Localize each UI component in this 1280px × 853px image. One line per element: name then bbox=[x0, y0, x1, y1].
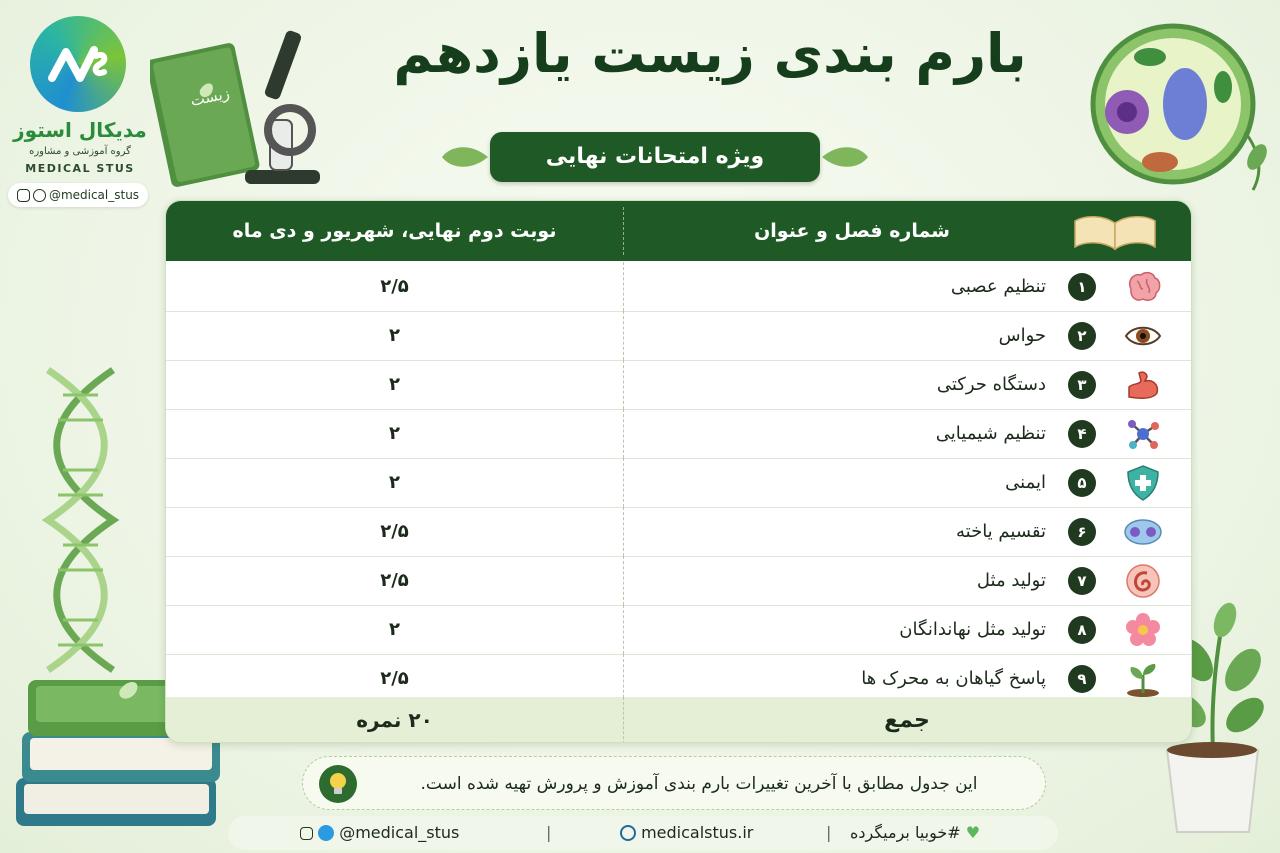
telegram-icon bbox=[318, 825, 334, 841]
chapter-number: ۹ bbox=[1068, 665, 1096, 693]
chapter-number: ۵ bbox=[1068, 469, 1096, 497]
molecule-icon bbox=[1123, 414, 1163, 454]
column-header-chapter: شماره فصل و عنوان bbox=[754, 220, 950, 242]
social-handle: @medical_stus bbox=[48, 188, 140, 202]
page-title: بارم بندی زیست یازدهم bbox=[393, 22, 1027, 85]
open-book-icon bbox=[1071, 213, 1159, 253]
chapter-number: ۲ bbox=[1068, 322, 1096, 350]
website-text: medicalstus.ir bbox=[641, 823, 754, 842]
score-value: ۲/۵ bbox=[380, 668, 409, 689]
footer-website[interactable] bbox=[620, 816, 753, 850]
lightbulb-icon bbox=[319, 765, 357, 803]
flower-icon bbox=[1123, 610, 1163, 650]
score-value: ۲/۵ bbox=[380, 521, 409, 542]
score-value: ۲ bbox=[389, 325, 400, 346]
shield-icon bbox=[1123, 463, 1163, 503]
brand-name-en: MEDICAL STUS bbox=[25, 162, 135, 175]
table-header bbox=[166, 201, 1191, 261]
brand-subtitle: گروه آموزشی و مشاوره bbox=[29, 146, 131, 157]
embryo-icon bbox=[1123, 561, 1163, 601]
score-value: ۲ bbox=[389, 472, 400, 493]
table-row bbox=[166, 654, 1191, 703]
table-row bbox=[166, 262, 1191, 312]
book-microscope-illustration bbox=[150, 20, 330, 195]
telegram-icon bbox=[33, 189, 46, 202]
table-row bbox=[166, 458, 1191, 508]
score-value: ۲/۵ bbox=[380, 276, 409, 297]
hashtag-text: #خوبیا برمیگرده bbox=[850, 823, 961, 842]
brand-logo bbox=[30, 16, 126, 112]
eye-icon bbox=[1123, 316, 1163, 356]
instagram-icon bbox=[17, 189, 30, 202]
textbook-icon bbox=[150, 42, 261, 188]
table-row bbox=[166, 507, 1191, 557]
note-text: این جدول مطابق با آخرین تغییرات بارم بندی آموزش و پرورش تهیه شده است. bbox=[420, 774, 978, 794]
logo-mark-icon bbox=[30, 16, 126, 112]
column-header-score: نوبت دوم نهایی، شهریور و دی ماه bbox=[232, 220, 557, 242]
total-value: ۲۰ نمره bbox=[356, 708, 433, 732]
table-row bbox=[166, 409, 1191, 459]
social-handle-badge[interactable] bbox=[8, 183, 148, 207]
book-label: زیست bbox=[188, 84, 232, 110]
total-label: جمع bbox=[884, 708, 930, 733]
chapter-title: تولید مثل bbox=[976, 570, 1046, 591]
score-value: ۲ bbox=[389, 423, 400, 444]
chapter-number: ۷ bbox=[1068, 567, 1096, 595]
table-row bbox=[166, 311, 1191, 361]
table-row bbox=[166, 360, 1191, 410]
chapter-title: تولید مثل نهاندانگان bbox=[899, 619, 1046, 640]
footer-bar bbox=[228, 816, 1058, 850]
score-value: ۲ bbox=[389, 374, 400, 395]
chapter-number: ۶ bbox=[1068, 518, 1096, 546]
instagram-icon bbox=[300, 827, 313, 840]
footer-handle: @medical_stus bbox=[339, 823, 460, 842]
chapter-number: ۸ bbox=[1068, 616, 1096, 644]
chapter-number: ۳ bbox=[1068, 371, 1096, 399]
chapter-title: پاسخ گیاهان به محرک ها bbox=[861, 668, 1046, 689]
footer-separator: | bbox=[546, 823, 552, 842]
leaf-right-icon bbox=[820, 142, 870, 172]
dna-helix-illustration bbox=[18, 360, 138, 690]
table-total-row bbox=[166, 697, 1191, 743]
table-row bbox=[166, 605, 1191, 655]
leaf-left-icon bbox=[440, 142, 490, 172]
chapter-number: ۱ bbox=[1068, 273, 1096, 301]
subtitle-badge: ویژه امتحانات نهایی bbox=[490, 132, 820, 182]
sprout-icon bbox=[1123, 659, 1163, 699]
footer-social[interactable] bbox=[300, 816, 459, 850]
plant-cell-illustration bbox=[1085, 12, 1270, 192]
score-table bbox=[165, 200, 1192, 743]
globe-icon bbox=[620, 825, 636, 841]
brain-icon bbox=[1123, 267, 1163, 307]
cell-division-icon bbox=[1123, 512, 1163, 552]
chapter-title: تنظیم شیمیایی bbox=[935, 423, 1046, 444]
chapter-title: حواس bbox=[998, 325, 1046, 346]
chapter-title: دستگاه حرکتی bbox=[936, 374, 1046, 395]
chapter-title: تقسیم یاخته bbox=[955, 521, 1046, 542]
score-value: ۲ bbox=[389, 619, 400, 640]
muscle-icon bbox=[1123, 365, 1163, 405]
table-row bbox=[166, 556, 1191, 606]
footer-separator: | bbox=[826, 823, 832, 842]
footer-hashtag bbox=[850, 816, 980, 850]
chapter-title: تنظیم عصبی bbox=[950, 276, 1046, 297]
info-note bbox=[302, 756, 1046, 810]
chapter-number: ۴ bbox=[1068, 420, 1096, 448]
score-value: ۲/۵ bbox=[380, 570, 409, 591]
chapter-title: ایمنی bbox=[1005, 472, 1046, 493]
heart-icon: ♥ bbox=[965, 823, 981, 842]
brand-name-fa: مدیکال استوز bbox=[13, 118, 147, 142]
